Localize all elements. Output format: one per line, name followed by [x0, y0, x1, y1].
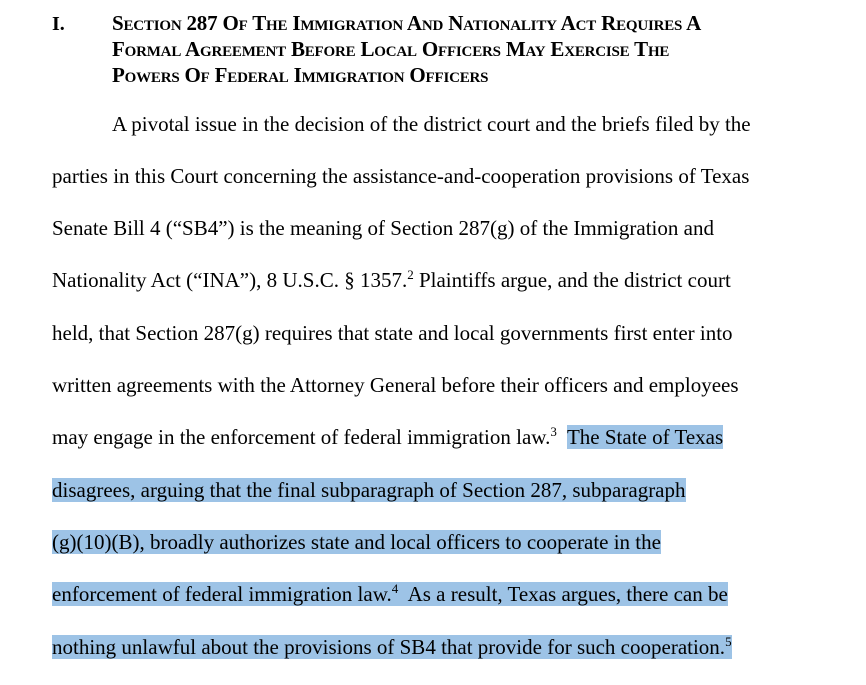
footnote-ref-4[interactable]: 4 [391, 581, 399, 596]
body-line-7-text: may engage in the enforcement of federal immigration law. [52, 425, 551, 449]
body-line-7 [52, 424, 723, 451]
body-line-11 [52, 634, 732, 661]
body-line-4 [52, 267, 731, 294]
section-number: I. [52, 13, 65, 35]
footnote-ref-5[interactable]: 5 [725, 634, 732, 649]
section-title-line-2: Formal Agreement Before Local Officers May Exercise The [112, 37, 670, 61]
highlighted-text: nothing unlawful about the provisions of SB4 that provide for such cooperation. [52, 635, 726, 659]
body-line-10 [52, 581, 728, 608]
highlighted-text: (g)(10)(B), broadly authorizes state and local officers to cooperate in the [52, 530, 661, 554]
body-line-6: written agreements with the Attorney General before their officers and employees [52, 373, 739, 397]
highlighted-text: disagrees, arguing that the final subparagraph of Section 287, subparagraph [52, 478, 686, 502]
section-title-line-3: Powers Of Federal Immigration Officers [112, 63, 489, 87]
body-line-1: A pivotal issue in the decision of the district court and the briefs filed by the [112, 112, 751, 136]
footnote-ref-2[interactable]: 2 [407, 267, 414, 282]
highlighted-text: As a result, Texas argues, there can be [407, 582, 728, 606]
body-line-4-text: Nationality Act (“INA”), 8 U.S.C. § 1357. [52, 268, 408, 292]
highlighted-text: The State of Texas [566, 425, 724, 449]
body-line-3: Senate Bill 4 (“SB4”) is the meaning of Section 287(g) of the Immigration and [52, 216, 714, 240]
body-line-4-rest: Plaintiffs argue, and the district court [413, 268, 731, 292]
body-line-5: held, that Section 287(g) requires that state and local governments first enter into [52, 321, 733, 345]
body-line-9 [52, 529, 661, 556]
highlighted-text-group [52, 582, 728, 606]
body-line-2: parties in this Court concerning the assistance-and-cooperation provisions of Texas [52, 164, 750, 188]
section-title [112, 10, 852, 88]
section-title-line-1: Section 287 Of The Immigration And Nationality Act Requires A [112, 11, 702, 35]
highlighted-text: enforcement of federal immigration law. [52, 582, 392, 606]
highlighted-text-group [52, 635, 732, 659]
footnote-ref-3[interactable]: 3 [550, 424, 557, 439]
body-line-8 [52, 477, 686, 504]
